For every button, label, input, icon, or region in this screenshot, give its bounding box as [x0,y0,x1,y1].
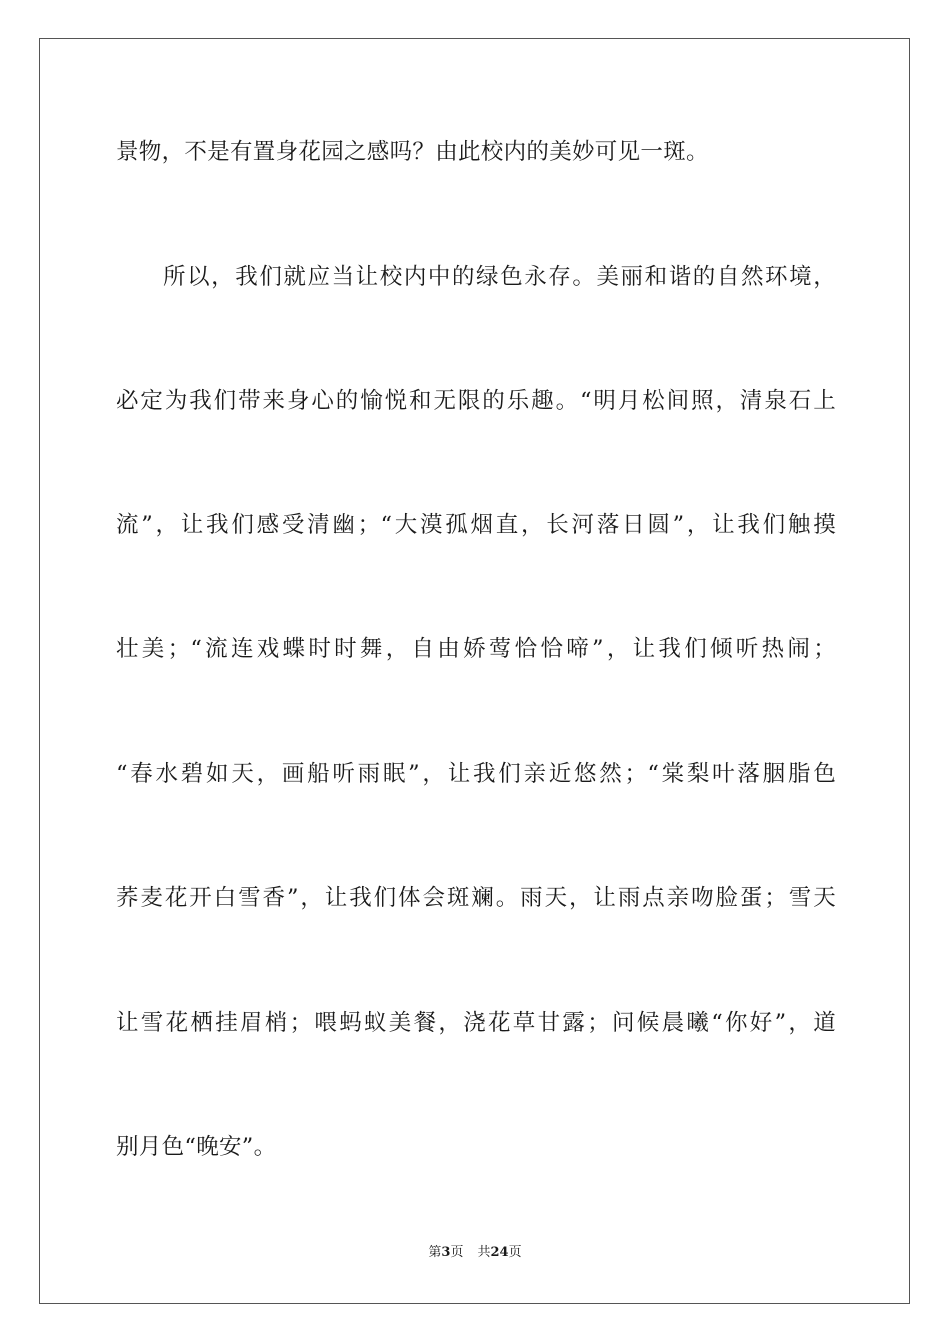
page-prefix: 第 [428,1245,442,1260]
text-line-3: 必定为我们带来身心的愉悦和无限的乐趣。“明月松间照，清泉石上 [116,388,836,414]
text-line-9: 别月色“晚安”。 [116,1134,277,1160]
total-prefix: 共 [477,1245,491,1260]
page-total: 24 [490,1245,509,1260]
text-line-6: “春水碧如天，画船听雨眠”，让我们亲近悠然；“棠梨叶落胭脂色 [116,761,836,787]
page-suffix: 页 [450,1245,464,1260]
page-current: 3 [441,1245,451,1260]
text-line-2: 所以，我们就应当让校内中的绿色永存。美丽和谐的自然环境， [163,264,836,290]
total-suffix: 页 [508,1245,522,1260]
text-line-1: 景物，不是有置身花园之感吗？由此校内的美妙可见一斑。 [116,139,709,165]
page-footer [0,1244,950,1262]
text-line-4: 流”，让我们感受清幽；“大漠孤烟直，长河落日圆”，让我们触摸 [116,512,836,538]
text-line-7: 荞麦花开白雪香”，让我们体会斑斓。雨天，让雨点亲吻脸蛋；雪天 [116,885,836,911]
text-line-8: 让雪花栖挂眉梢；喂蚂蚁美餐，浇花草甘露；问候晨曦“你好”，道 [116,1010,836,1036]
text-line-5: 壮美；“流连戏蝶时时舞，自由娇莺恰恰啼”，让我们倾听热闹； [116,636,836,662]
page-border [39,38,910,1304]
